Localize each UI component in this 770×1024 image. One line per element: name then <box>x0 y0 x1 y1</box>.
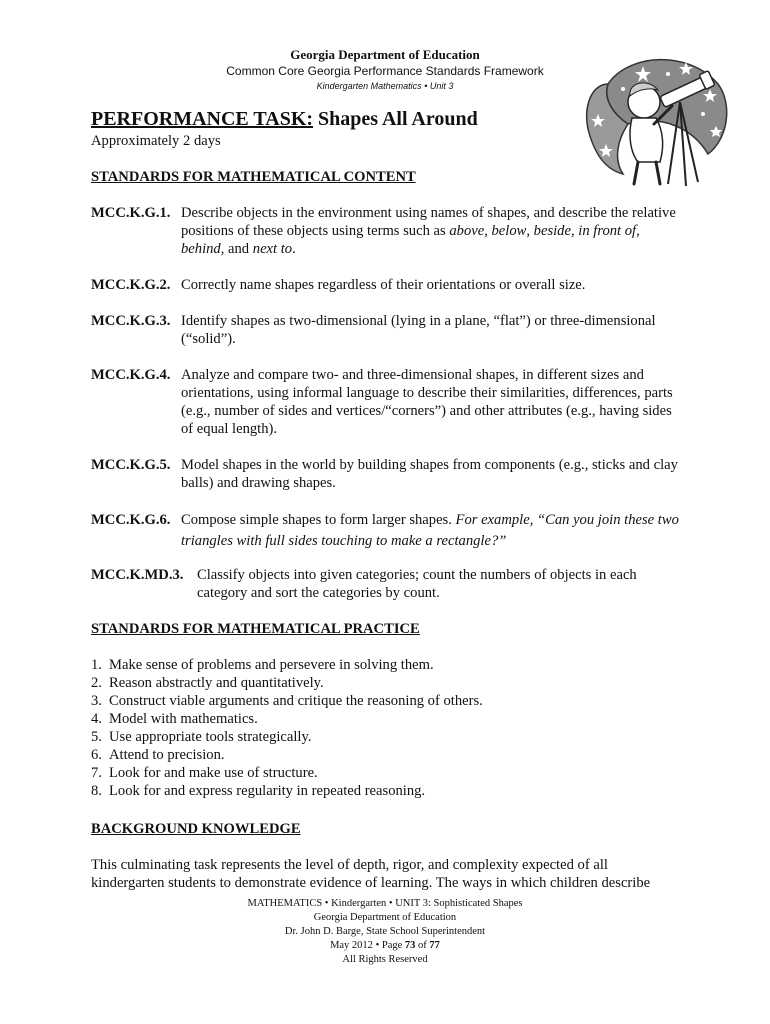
standard-code: MCC.K.G.5. <box>91 457 171 473</box>
background-heading: BACKGROUND KNOWLEDGE <box>91 821 301 837</box>
practice-standards-heading: STANDARDS FOR MATHEMATICAL PRACTICE <box>91 621 420 637</box>
standard-code: MCC.K.G.1. <box>91 205 171 221</box>
standard-text: Model shapes in the world by building shapes from components (e.g., sticks and clay balls) and drawing shapes. <box>181 457 678 491</box>
footer-page-line: May 2012 • Page 73 of 77 <box>330 940 440 951</box>
header-unit-bullet: • <box>424 81 428 91</box>
task-label: PERFORMANCE TASK: <box>91 108 314 130</box>
page-total: 77 <box>429 940 440 951</box>
list-item: 5. Use appropriate tools strategically. <box>91 729 312 745</box>
list-item: 6. Attend to precision. <box>91 747 225 763</box>
list-item: 4. Model with mathematics. <box>91 711 258 727</box>
standard-text: Compose simple shapes to form larger shapes. For example, “Can you join these two triangles with full sides touching to make a rectangle?” <box>181 512 679 549</box>
page-number: 73 <box>404 940 416 951</box>
standard-item <box>91 312 681 348</box>
list-item: 7. Look for and make use of structure. <box>91 765 318 781</box>
practice-list <box>91 656 681 800</box>
list-item: 1. Make sense of problems and persevere in solving them. <box>91 657 434 673</box>
footer-line2: Georgia Department of Education <box>313 912 457 923</box>
standard-item <box>91 456 681 492</box>
standard-text: Correctly name shapes regardless of their orientations or overall size. <box>181 277 586 293</box>
footer-rights: All Rights Reserved <box>342 954 428 965</box>
standard-item <box>91 566 681 602</box>
page-footer <box>0 897 770 967</box>
task-title <box>91 106 681 132</box>
content-standards-heading: STANDARDS FOR MATHEMATICAL CONTENT <box>91 169 416 185</box>
background-text: This culminating task represents the level of depth, rigor, and complexity expected of all kindergarten students to demonstrate evidence of learning. The ways in which children describe <box>91 857 651 891</box>
header-framework: Common Core Georgia Performance Standards Framework <box>226 64 544 78</box>
standard-text: Identify shapes as two-dimensional (lying in a plane, “flat”) or three-dimensional (“solid”). <box>181 313 656 347</box>
document-body <box>91 106 681 892</box>
standard-item <box>91 366 681 438</box>
header-org: Georgia Department of Education <box>290 47 480 62</box>
standard-item <box>91 276 681 294</box>
list-item: 8. Look for and express regularity in repeated reasoning. <box>91 783 426 799</box>
header-unit-suffix: Unit 3 <box>429 81 454 91</box>
standard-code: MCC.K.G.6. <box>91 512 171 528</box>
standard-code: MCC.K.G.3. <box>91 313 171 329</box>
task-duration: Approximately 2 days <box>91 133 221 149</box>
standard-text: Classify objects into given categories; count the numbers of objects in each category and sort the categories by count. <box>197 567 637 601</box>
standard-item <box>91 510 681 552</box>
standard-code: MCC.K.G.2. <box>91 277 171 293</box>
footer-line3: Dr. John D. Barge, State School Superintendent <box>284 926 486 937</box>
task-name: Shapes All Around <box>318 108 478 130</box>
footer-line1: MATHEMATICS • Kindergarten • UNIT 3: Sophisticated Shapes <box>247 898 523 909</box>
standard-text: Analyze and compare two- and three-dimensional shapes, in different sizes and orientations, using informal language to describe their similarities, differences, parts (e.g., number of sides and vertices/“corners”) and other attributes (e.g., having sides of equal length). <box>181 367 673 437</box>
header-unit-prefix: Kindergarten Mathematics <box>316 81 422 91</box>
list-item: 2. Reason abstractly and quantitatively. <box>91 675 324 691</box>
standard-item <box>91 204 681 258</box>
standard-code: MCC.K.G.4. <box>91 367 171 383</box>
standard-text: Describe objects in the environment using names of shapes, and describe the relative positions of these objects using terms such as above, below, beside, in front of, behind, and next to. <box>181 205 676 257</box>
list-item: 3. Construct viable arguments and critique the reasoning of others. <box>91 693 483 709</box>
standard-code: MCC.K.MD.3. <box>91 567 184 583</box>
